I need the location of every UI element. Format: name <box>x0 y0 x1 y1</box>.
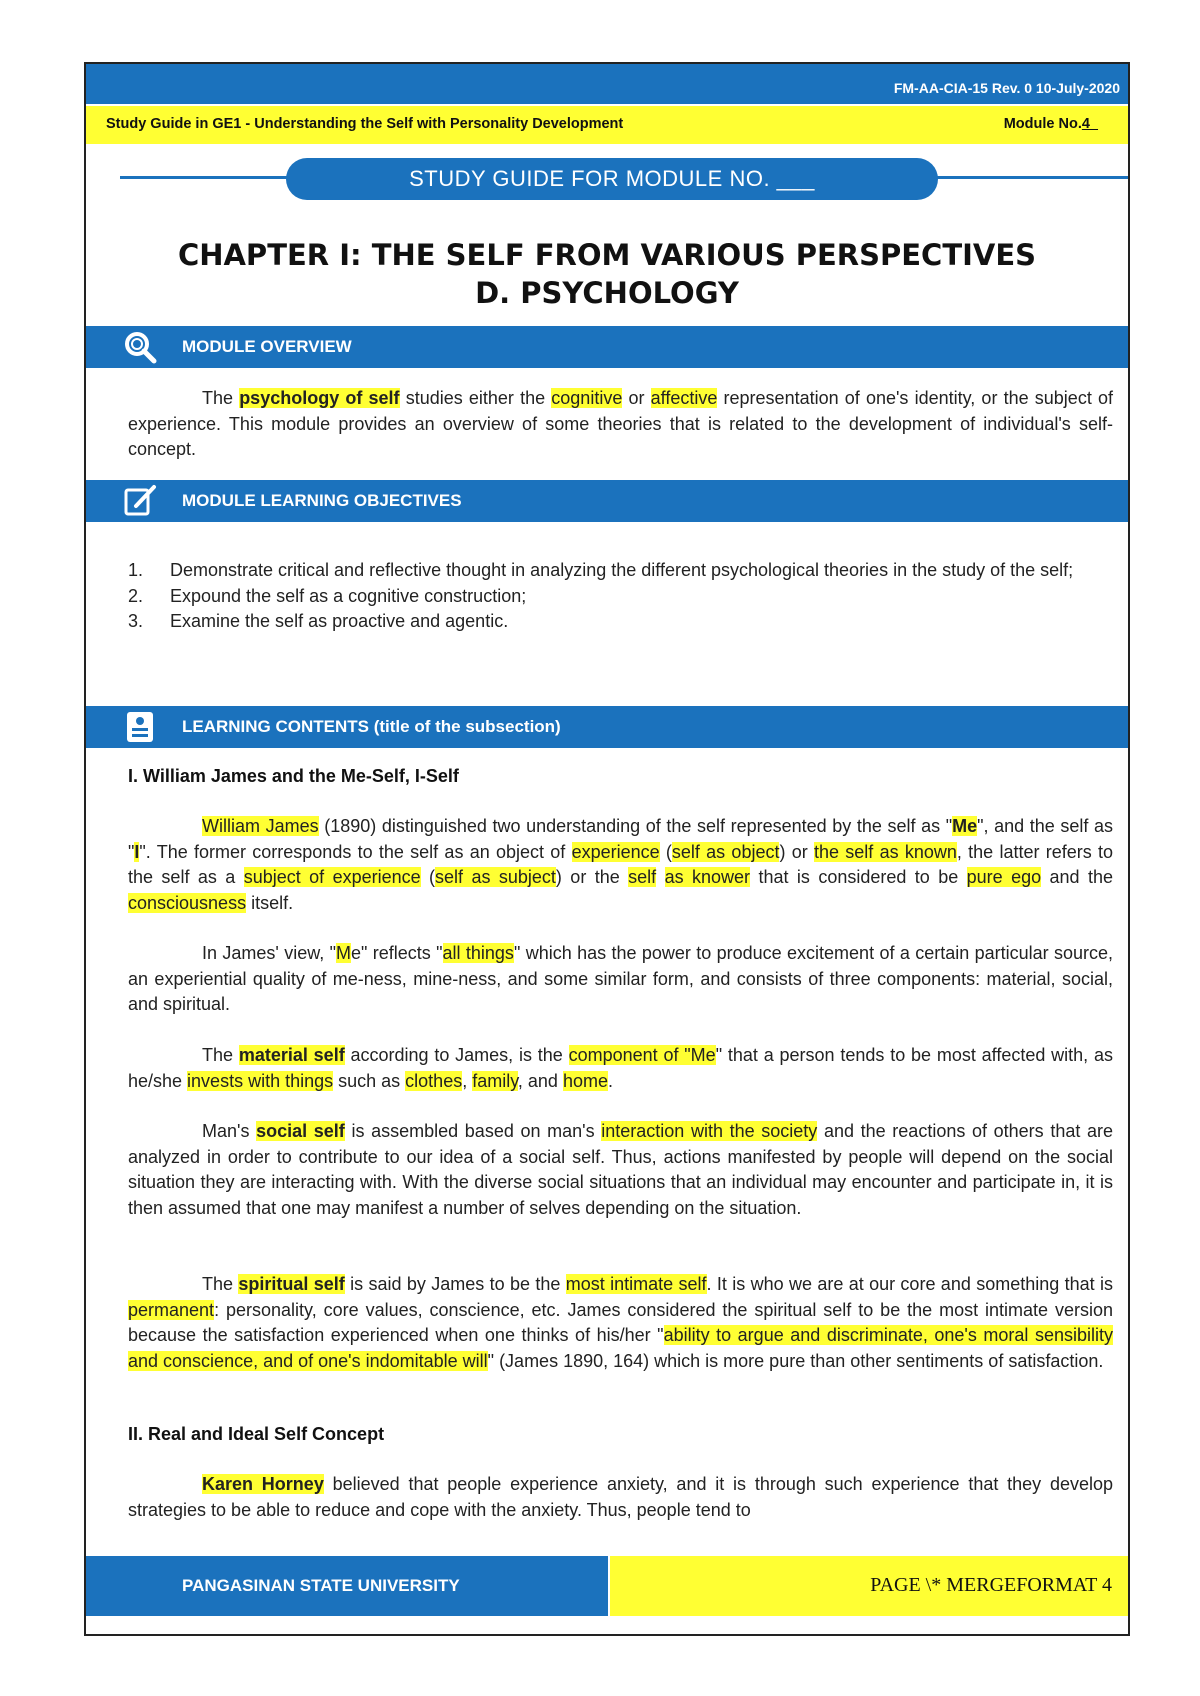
text-run <box>656 867 664 887</box>
text-run: and the reactions of others that are analyzed in order to contribute to our idea of a social self. Thus, actions manifested by people will depend on the social situation they are interacting with. With the diverse social situations that an individual may encounter and participate in, it is then assumed that one may manifest a number of selves depending on the situation. <box>128 1121 1114 1218</box>
divider-right <box>934 176 1128 179</box>
item-number: 3. <box>128 611 144 631</box>
document-icon <box>122 710 158 744</box>
text-run: " that a person tends to be most affected with, as he/she <box>128 1045 1113 1091</box>
text-run: The <box>202 1045 239 1065</box>
highlight-term: the self as known <box>814 841 957 862</box>
text-run: In James' view, " <box>202 943 336 963</box>
highlight-term: home <box>562 1070 608 1091</box>
highlight-term: affective <box>650 388 718 408</box>
text-run: , <box>462 1070 473 1091</box>
subheading-william-james: I. William James and the Me-Self, I-Self <box>128 766 459 786</box>
highlight-term: most intimate self <box>565 1274 707 1294</box>
text-run: that is considered to be <box>750 867 967 887</box>
text-run: : personality, core values, conscience, etc. James considered the spiritual self to be the most intimate version because the satisfaction experienced when one thinks of his/her " <box>128 1299 1113 1345</box>
subheading-real-ideal-self: II. Real and Ideal Self Concept <box>128 1424 385 1444</box>
text-run: , the latter refers to the self as a <box>128 841 1114 887</box>
highlight-term: all things <box>442 943 514 963</box>
highlight-term: consciousness <box>128 892 247 913</box>
chapter-line-1: CHAPTER I: THE SELF FROM VARIOUS PERSPECTIVES <box>177 238 1037 272</box>
module-value: 4_ <box>1081 116 1098 132</box>
text-run: believed that people experience anxiety, and it is through such experience that they develop strategies to be able to reduce and cope with the anxiety. Thus, people tend to <box>128 1474 1113 1520</box>
edit-icon <box>122 484 158 518</box>
module-number <box>1004 116 1098 132</box>
divider-left <box>120 176 290 179</box>
paragraph-social-self <box>128 1119 1113 1221</box>
highlight-term: interaction with the society <box>601 1121 818 1141</box>
text-run: " which has the power to produce excitement of a certain particular source, an experiential quality of me-ness, mine-ness, and some similar form, and consists of three components: material, social, and spiritual. <box>128 943 1114 1014</box>
text-run: ) or the <box>555 867 629 887</box>
overview-paragraph <box>128 386 1113 463</box>
magnifier-icon <box>122 330 158 364</box>
text-run: . It is who we are at our core and something that is <box>706 1274 1113 1294</box>
highlight-term: M <box>335 943 351 963</box>
text-run: representation of one's identity, or the subject of experience. This module provides an overview of some theories that is related to the development of individual's self-concept. <box>128 388 1113 459</box>
paragraph-james-2 <box>128 941 1113 1018</box>
text-run: itself. <box>246 892 294 913</box>
text-run: " (James 1890, 164) which is more pure than other sentiments of satisfaction. <box>487 1350 1104 1371</box>
list-item <box>128 609 1113 635</box>
text-run: ( <box>659 841 672 862</box>
text-run: studies either the <box>399 388 552 408</box>
section-objectives-bar <box>86 480 1128 522</box>
highlight-term: cognitive <box>551 388 623 408</box>
highlight-term: self <box>628 867 657 887</box>
text-run: The <box>202 1274 239 1294</box>
footer-page <box>610 1556 1128 1616</box>
highlight-term: family <box>472 1070 518 1091</box>
highlight-term: component of "Me <box>568 1045 716 1065</box>
list-item <box>128 584 1113 610</box>
highlight-term: material self <box>238 1045 345 1065</box>
highlight-term: self as object <box>671 841 780 862</box>
text-run: The <box>202 388 240 408</box>
highlight-term: William James <box>202 816 319 836</box>
paragraph-james-1 <box>128 814 1113 916</box>
chapter-title <box>86 236 1128 312</box>
footer-university <box>86 1556 608 1616</box>
text-run: according to James, is the <box>344 1045 569 1065</box>
highlight-term: I <box>134 841 140 862</box>
page-number: PAGE \* MERGEFORMAT 4 <box>870 1574 1112 1596</box>
highlight-term: psychology of self <box>239 388 400 408</box>
highlight-term: experience <box>571 841 660 862</box>
text-run: is assembled based on man's <box>344 1121 602 1141</box>
highlight-term: as knower <box>664 867 751 887</box>
text-run: (1890) distinguished two understanding of the self represented by the self as " <box>318 816 953 836</box>
text-run: or <box>622 388 651 408</box>
module-label: Module No. <box>1003 116 1082 132</box>
text-run: is said by James to be the <box>344 1274 566 1294</box>
text-run: such as <box>333 1070 406 1091</box>
objectives-list <box>128 558 1113 635</box>
item-number: 2. <box>128 585 144 606</box>
section-contents-bar <box>86 706 1128 748</box>
highlight-term: pure ego <box>966 867 1042 887</box>
highlight-term: ability to argue and discriminate, one's moral sensibility and conscience, and of one's indomitable will <box>128 1325 1113 1371</box>
text-run: . <box>607 1070 613 1091</box>
text-run: ", and the self as " <box>128 816 1113 862</box>
text-run: , and <box>517 1070 563 1091</box>
highlight-term: Karen Horney <box>202 1474 324 1494</box>
form-code: FM-AA-CIA-15 Rev. 0 10-July-2020 <box>893 80 1120 96</box>
highlight-term: Me <box>952 816 978 836</box>
item-number: 1. <box>128 560 144 580</box>
university-name: PANGASINAN STATE UNIVERSITY <box>182 1576 460 1595</box>
section-objectives-title: MODULE LEARNING OBJECTIVES <box>182 491 462 510</box>
study-guide-pill: STUDY GUIDE FOR MODULE NO. ___ <box>286 158 938 200</box>
highlight-term: spiritual self <box>238 1274 345 1294</box>
list-item <box>128 558 1113 584</box>
section-overview-title: MODULE OVERVIEW <box>182 337 352 356</box>
highlight-term: invests with things <box>187 1070 334 1091</box>
highlight-term: social self <box>256 1121 345 1141</box>
highlight-term: permanent <box>128 1299 215 1320</box>
item-text: Examine the self as proactive and agentic. <box>170 611 509 631</box>
text-run: e" reflects " <box>350 943 443 963</box>
study-guide-title: Study Guide in GE1 - Understanding the Self with Personality Development <box>106 116 624 132</box>
paragraph-material-self <box>128 1043 1113 1094</box>
text-run: ( <box>420 867 436 887</box>
text-run: and the <box>1041 867 1113 887</box>
chapter-line-2: D. PSYCHOLOGY <box>475 276 739 310</box>
highlight-term: subject of experience <box>243 867 421 887</box>
highlight-term: self as subject <box>435 867 556 887</box>
highlight-term: clothes <box>405 1070 463 1091</box>
paragraph-spiritual-self <box>128 1272 1113 1374</box>
item-text: Expound the self as a cognitive construction; <box>170 585 527 606</box>
text-run: ". The former corresponds to the self as an object of <box>139 841 572 862</box>
item-text: Demonstrate critical and reflective thought in analyzing the different psychological theories in the study of the self; <box>170 560 1074 580</box>
text-run: Man's <box>202 1121 257 1141</box>
section-contents-title: LEARNING CONTENTS (title of the subsection) <box>182 717 561 736</box>
paragraph-karen-horney <box>128 1472 1113 1523</box>
text-run: ) or <box>779 841 815 862</box>
section-overview-bar <box>86 326 1128 368</box>
